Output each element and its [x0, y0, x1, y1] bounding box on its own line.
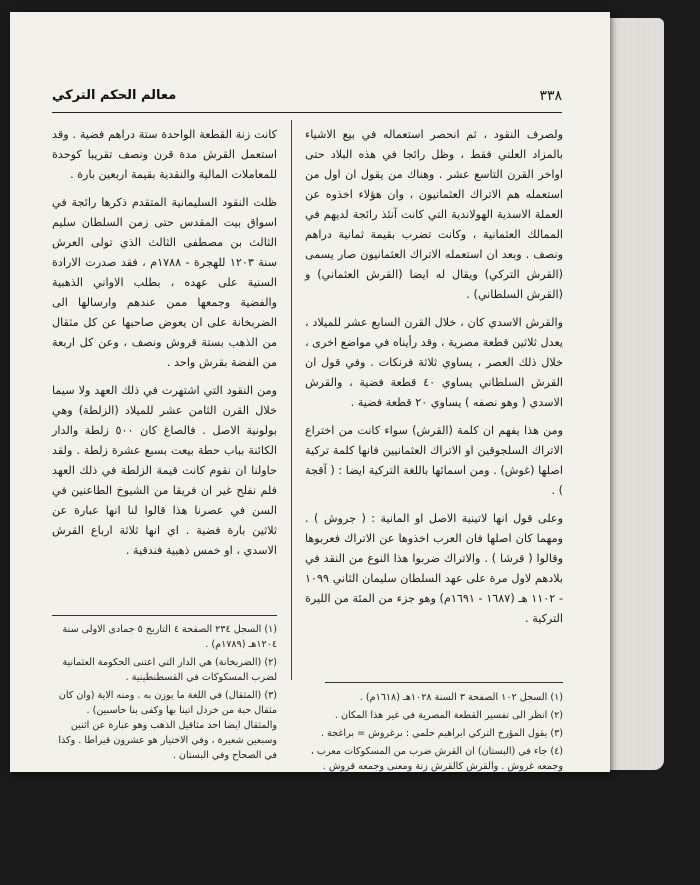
page-header — [52, 88, 562, 110]
footnote: (٣) (المثقال) في اللغة ما يوزن به . ومنه الاية (وان كان مثقال حبة من خردل اتينا بها وكفى بنا حاسبين) . والمثقال ايضا احد مثاقيل الذهب وهو عبارة عن اثنين وسبعين شعيرة ، وفي الاختيار هو عشرون قيراطا . وكذا في الصحاح وفي البستان . — [58, 690, 277, 761]
left-footnotes — [52, 622, 277, 766]
paragraph: والقرش الاسدي كان ، خلال القرن السابع عشر للميلاد ، يعدل ثلاثين قطعة مصرية ، وقد رأيناه في مواضع اخرى ، خلال ذلك العصر ، يساوي ثلاثة فرنكات . وفي قول ان القرش السلطاني يساوي ٤٠ قطعة فضية ، والقرش الاسدي ( وهو نصفه ) يساوي ٢٠ قطعة فضية . — [305, 316, 564, 409]
footnote: (١) السجل ٢٣٤ الصفحة ٤ التاريخ ٥ جمادى الاولى سنة ١٢٠٤هـ (١٧٨٩م) . — [62, 624, 277, 650]
paragraph: كانت زنة القطعة الواحدة ستة دراهم فضية . وقد استعمل القرش مدة قرن ونصف تقريبا كوحدة للمعاملات المالية والنقدية بقيمة اربعين بارة . — [52, 128, 277, 181]
right-footnotes — [305, 690, 563, 777]
page-stack-edges — [602, 18, 664, 770]
footnote-rule — [325, 682, 563, 683]
running-title: معالم الحكم التركي — [52, 88, 177, 103]
paragraph: وعلى قول انها لاتينية الاصل او المانية : ( جروش ) . ومهما كان اصلها فان العرب اخذوها عن الاتراك فعربوها وقالوا ( قرشا ) . والاتراك ضربوا هذا النوع من النقد في بلادهم لاول مرة على عهد السلطان سليمان الثاني ١٠٩٩ - ١١٠٢ هـ (١٦٨٧ - ١٦٩١م) وهو جزء من المئة من الليرة التركية . — [305, 512, 563, 625]
footnote: (٣) يقول المؤرخ التركي ابراهيم حلمي : برغروش = براغجة . — [320, 728, 563, 739]
paragraph: ومن هذا يفهم ان كلمة (القرش) سواء كانت من اختراع الاتراك السلجوقين او الاتراك العثمانيين فانها كلمة تركية اصلها (غوش) . ومن اسمائها باللغة التركية ايضا : ( آقجة ) . — [305, 424, 563, 497]
page-number: ٣٣٨ — [539, 88, 562, 104]
paragraph: ظلت النقود السليمانية المتقدم ذكرها رائجة في اسواق بيت المقدس حتى زمن السلطان سليم الثالث بن مصطفى الثالث الذي تولى العرش سنة ١٢٠٣ للهجرة - ١٧٨٨م ، فقد صدرت الارادة السنية على عهده ، بطلب الاواني الذهبية والفضية وجمعها ممن عندهم وارسالها الى الضربخانة على ان يعوض صاحبها عن كل مثقال من الذهب بستة قروش ونصف ، وعن كل اربعة من الفضة بقرش واحد . — [52, 196, 277, 369]
left-column — [52, 125, 277, 569]
paragraph: ومن النقود التي اشتهرت في ذلك العهد ولا سيما خلال القرن الثامن عشر للميلاد (الزلطة) وهي بولونية الاصل . فالصاغ كان ٥٠٠ زلطة والدار الكائنة بباب حطة بيعت بسبع عشرة زلطة . ولقد حاولنا ان نقوم كانت قيمة الزلطة في ذلك العهد فلم نفلح غير ان فريقا من الشيوخ الطاعنين في السن في عصرنا هذا قالوا لنا انها عبارة عن ثلاثين بارة فضية . اي انها ثلاثة ارباع القرش الاسدي ، او خمس ذهبية فندقية . — [52, 384, 277, 557]
paragraph: ولصرف النقود ، ثم انحصر استعماله في بيع الاشياء بالمزاد العلني فقط ، وظل رائجا في هذه البلاد حتى اواخر القرن التاسع عشر . وهناك من يقول ان اول من استعمله هم الاتراك العثمانيون ، وان هؤلاء اخذوه عن العملة الاسدية الهولاندية التي كانت آنئذ رائجة لديهم في الممالك العثمانية ، وكانت تضرب بقيمة ثمانية دراهم ونصف . وبعد ان استعمله الاتراك العثمانيون صار يسمى (القرش التركي) ويقال له ايضا (القرش العثماني) و (القرش السلطاني) . — [305, 128, 563, 301]
footnote: (٢) انظر الى تفسير القطعة المصرية في غير هذا المكان . — [334, 710, 563, 721]
footnote: (٤) جاء في (البستان) ان القرش ضرب من المسكوكات معرب ، وجمعه غروش . والقرش كالقرش زنة ومعنى وجمعه قروش . — [310, 746, 563, 772]
column-divider — [291, 120, 292, 680]
footnote: (٢) (الضربخانة) هي الدار التي اعتنى الحكومة العثمانية لضرب المسكوكات في القسطنطينية . — [62, 657, 277, 683]
right-column — [305, 125, 563, 637]
footnote-rule — [52, 615, 277, 616]
footnote: (١) السجل ١٠٢ الصفحة ٣ السنة ١٠٢٨هـ (١٦١٨م) . — [359, 692, 563, 703]
header-rule — [52, 112, 562, 113]
